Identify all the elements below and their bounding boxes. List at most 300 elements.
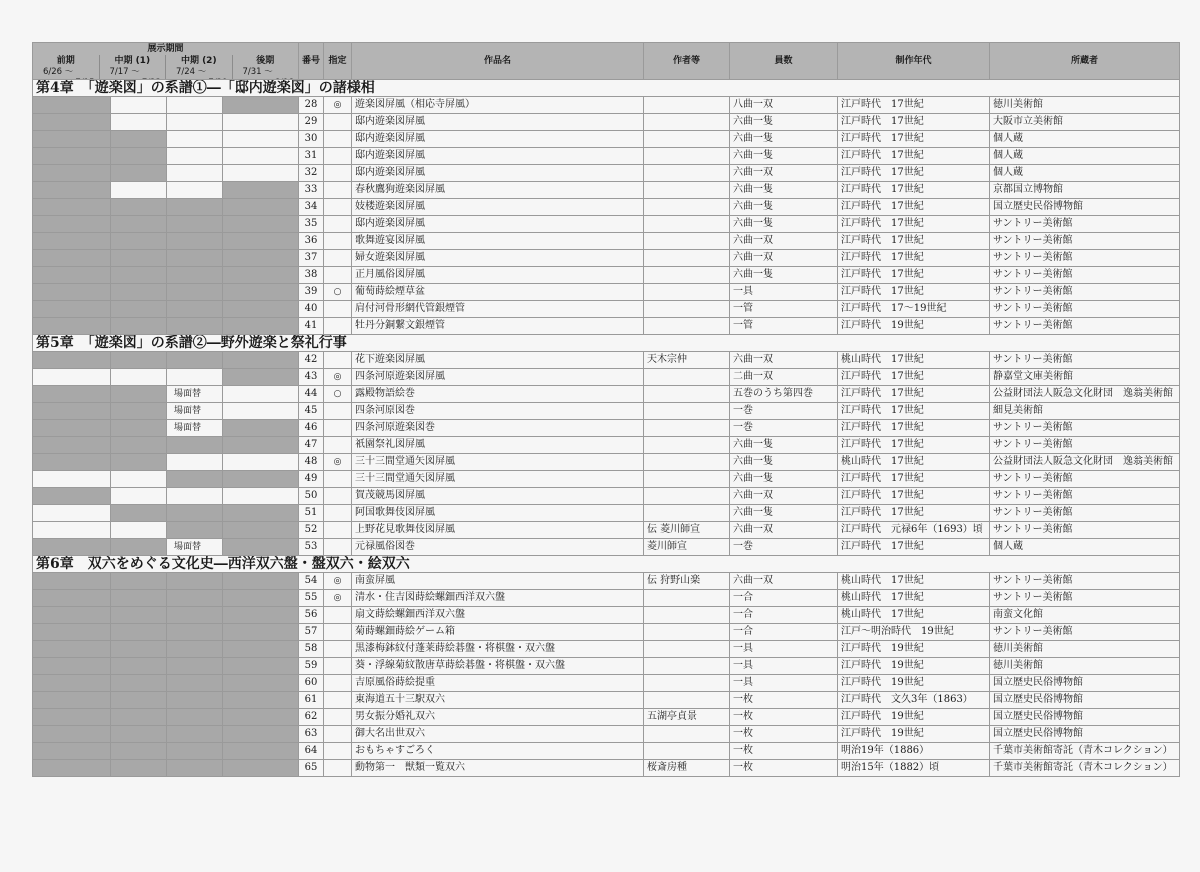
period-group-label: 展示期間	[147, 43, 184, 54]
period-cell-zenki	[33, 471, 111, 488]
chapter-heading-row	[33, 335, 1180, 352]
item-count: 六曲一隻	[730, 471, 838, 488]
designation-mark	[324, 318, 352, 335]
item-count: 一枚	[730, 760, 838, 777]
item-count: 六曲一双	[730, 573, 838, 590]
period-cell-kouki	[223, 743, 299, 760]
item-title: 邸内遊楽図屏風	[352, 165, 644, 182]
period-cell-kouki	[223, 131, 299, 148]
item-artist	[644, 505, 730, 522]
item-count: 一巻	[730, 539, 838, 556]
item-period: 明治19年（1886）	[838, 743, 990, 760]
period-cell-chuki1	[111, 216, 167, 233]
item-period: 江戸時代 文久3年（1863）	[838, 692, 990, 709]
period-cell-chuki2	[167, 641, 223, 658]
period-cell-chuki2	[167, 539, 223, 556]
item-artist	[644, 182, 730, 199]
table-row	[33, 454, 1180, 471]
period-cell-kouki	[223, 539, 299, 556]
zenki-header: 前期 6/26 〜	[33, 55, 100, 79]
chapter-heading-row	[33, 556, 1180, 573]
item-title: 四条河原遊楽図屏風	[352, 369, 644, 386]
period-cell-kouki	[223, 641, 299, 658]
period-cell-zenki	[33, 658, 111, 675]
period-cell-chuki2	[167, 505, 223, 522]
item-artist	[644, 284, 730, 301]
designation-mark	[324, 539, 352, 556]
item-artist: 桜斎房種	[644, 760, 730, 777]
item-title: 黒漆梅鉢紋付蓬莱蒔絵碁盤・将棋盤・双六盤	[352, 641, 644, 658]
item-period: 江戸時代 19世紀	[838, 641, 990, 658]
designation-mark	[324, 726, 352, 743]
period-cell-chuki2	[167, 624, 223, 641]
table-row	[33, 522, 1180, 539]
item-owner: 個人蔵	[990, 165, 1180, 182]
period-cell-chuki1	[111, 641, 167, 658]
period-cell-chuki1	[111, 709, 167, 726]
item-number: 65	[299, 760, 324, 777]
item-owner: サントリー美術館	[990, 522, 1180, 539]
owner-header: 所蔵者	[990, 43, 1180, 80]
period-cell-zenki	[33, 182, 111, 199]
item-period: 江戸時代 17世紀	[838, 97, 990, 114]
item-period: 江戸時代 17世紀	[838, 267, 990, 284]
item-owner: サントリー美術館	[990, 624, 1180, 641]
period-cell-zenki	[33, 250, 111, 267]
item-number: 45	[299, 403, 324, 420]
period-cell-chuki2	[167, 199, 223, 216]
item-owner: 個人蔵	[990, 148, 1180, 165]
item-number: 62	[299, 709, 324, 726]
item-number: 40	[299, 301, 324, 318]
period-cell-chuki2	[167, 760, 223, 777]
item-artist	[644, 318, 730, 335]
item-artist	[644, 675, 730, 692]
item-owner: サントリー美術館	[990, 284, 1180, 301]
item-title: 婦女遊楽図屏風	[352, 250, 644, 267]
designation-mark	[324, 199, 352, 216]
table-row	[33, 318, 1180, 335]
item-owner: 千葉市美術館寄託（青木コレクション）	[990, 760, 1180, 777]
period-cell-kouki	[223, 726, 299, 743]
item-title: 春秋鷹狗遊楽図屏風	[352, 182, 644, 199]
item-title: 元禄風俗図巻	[352, 539, 644, 556]
item-count: 六曲一隻	[730, 148, 838, 165]
period-cell-kouki	[223, 233, 299, 250]
item-owner: 京都国立博物館	[990, 182, 1180, 199]
item-title: 邸内遊楽図屏風	[352, 148, 644, 165]
exhibit-table	[32, 42, 1180, 777]
item-artist	[644, 301, 730, 318]
period-cell-chuki1	[111, 199, 167, 216]
designation-mark	[324, 505, 352, 522]
item-owner: 国立歴史民俗博物館	[990, 709, 1180, 726]
item-count: 六曲一双	[730, 488, 838, 505]
item-period: 江戸時代 17世紀	[838, 114, 990, 131]
period-cell-chuki1	[111, 573, 167, 590]
designation-mark	[324, 352, 352, 369]
period-cell-kouki	[223, 624, 299, 641]
table-row	[33, 420, 1180, 437]
item-number: 29	[299, 114, 324, 131]
period-cell-chuki2	[167, 437, 223, 454]
item-number: 39	[299, 284, 324, 301]
period-cell-chuki1	[111, 488, 167, 505]
period-cell-zenki	[33, 352, 111, 369]
period-cell-kouki	[223, 522, 299, 539]
period-cell-chuki1	[111, 743, 167, 760]
item-count: 一管	[730, 301, 838, 318]
item-title: 遊楽図屏風（相応寺屏風）	[352, 97, 644, 114]
period-cell-kouki	[223, 607, 299, 624]
period-cell-kouki	[223, 675, 299, 692]
period-made-header: 制作年代	[838, 43, 990, 80]
designation-mark: ◎	[324, 590, 352, 607]
table-row	[33, 250, 1180, 267]
item-artist	[644, 590, 730, 607]
period-cell-chuki1	[111, 301, 167, 318]
item-count: 一合	[730, 590, 838, 607]
period-cell-chuki1	[111, 97, 167, 114]
designation-mark	[324, 148, 352, 165]
item-owner: 公益財団法人阪急文化財団 逸翁美術館	[990, 454, 1180, 471]
period-cell-chuki2	[167, 743, 223, 760]
period-cell-chuki2	[167, 471, 223, 488]
period-cell-zenki	[33, 284, 111, 301]
period-cell-kouki	[223, 454, 299, 471]
item-owner: 徳川美術館	[990, 97, 1180, 114]
item-count: 一具	[730, 675, 838, 692]
table-row	[33, 539, 1180, 556]
chuki1-header: 中期 (1) 7/17 〜	[100, 55, 167, 79]
period-cell-zenki	[33, 301, 111, 318]
exhibit-list-sheet	[32, 42, 1179, 777]
period-cell-zenki	[33, 743, 111, 760]
table-row	[33, 386, 1180, 403]
item-artist	[644, 148, 730, 165]
item-number: 34	[299, 199, 324, 216]
period-cell-chuki2	[167, 301, 223, 318]
item-artist	[644, 369, 730, 386]
item-number: 36	[299, 233, 324, 250]
item-owner: 国立歴史民俗博物館	[990, 726, 1180, 743]
item-number: 55	[299, 590, 324, 607]
scene-change-note: 場面替	[174, 542, 202, 552]
item-count: 六曲一隻	[730, 505, 838, 522]
period-cell-kouki	[223, 250, 299, 267]
designation-mark: ○	[324, 386, 352, 403]
designation-mark	[324, 182, 352, 199]
item-artist	[644, 624, 730, 641]
period-cell-chuki2	[167, 216, 223, 233]
item-period: 江戸時代 17〜19世紀	[838, 301, 990, 318]
item-artist	[644, 454, 730, 471]
period-cell-chuki1	[111, 403, 167, 420]
table-header	[33, 43, 1180, 80]
table-row	[33, 97, 1180, 114]
period-cell-chuki1	[111, 437, 167, 454]
item-period: 江戸時代 17世紀	[838, 471, 990, 488]
item-count: 一枚	[730, 743, 838, 760]
table-row	[33, 267, 1180, 284]
period-cell-chuki2	[167, 403, 223, 420]
item-owner: サントリー美術館	[990, 301, 1180, 318]
item-count: 六曲一隻	[730, 216, 838, 233]
designation-mark	[324, 522, 352, 539]
item-owner: サントリー美術館	[990, 471, 1180, 488]
item-count: 六曲一隻	[730, 131, 838, 148]
item-period: 江戸時代 17世紀	[838, 403, 990, 420]
item-number: 61	[299, 692, 324, 709]
item-title: 邸内遊楽図屏風	[352, 216, 644, 233]
period-cell-zenki	[33, 692, 111, 709]
period-cell-zenki	[33, 403, 111, 420]
period-cell-chuki2	[167, 386, 223, 403]
item-artist	[644, 692, 730, 709]
item-owner: 南蛮文化館	[990, 607, 1180, 624]
period-cell-chuki1	[111, 539, 167, 556]
designation-mark	[324, 420, 352, 437]
period-cell-chuki2	[167, 165, 223, 182]
designation-mark	[324, 233, 352, 250]
period-cell-chuki2	[167, 114, 223, 131]
item-period: 江戸時代 19世紀	[838, 658, 990, 675]
item-number: 57	[299, 624, 324, 641]
item-artist	[644, 165, 730, 182]
period-cell-chuki1	[111, 692, 167, 709]
period-cell-chuki1	[111, 454, 167, 471]
period-cell-zenki	[33, 148, 111, 165]
table-row	[33, 182, 1180, 199]
chapter-heading: 第4章 「遊楽図」の系譜①―「邸内遊楽図」の諸様相	[33, 80, 1180, 97]
item-title: 歌舞遊宴図屏風	[352, 233, 644, 250]
item-period: 江戸時代 17世紀	[838, 437, 990, 454]
period-cell-chuki2	[167, 726, 223, 743]
kouki-header: 後期 7/31 〜	[242, 55, 275, 77]
period-cell-zenki	[33, 522, 111, 539]
item-period: 江戸〜明治時代 19世紀	[838, 624, 990, 641]
designation-mark	[324, 624, 352, 641]
period-cell-chuki1	[111, 471, 167, 488]
period-cell-kouki	[223, 284, 299, 301]
item-number: 47	[299, 437, 324, 454]
period-cell-kouki	[223, 658, 299, 675]
period-cell-chuki2	[167, 131, 223, 148]
item-count: 一合	[730, 607, 838, 624]
item-title: 三十三間堂通矢図屏風	[352, 471, 644, 488]
item-count: 六曲一双	[730, 233, 838, 250]
item-number: 58	[299, 641, 324, 658]
chapter-heading: 第6章 双六をめぐる文化史―西洋双六盤・盤双六・絵双六	[33, 556, 1180, 573]
item-period: 明治15年（1882）頃	[838, 760, 990, 777]
chapter-heading-row	[33, 80, 1180, 97]
designation-mark	[324, 267, 352, 284]
period-cell-chuki2	[167, 318, 223, 335]
item-artist	[644, 607, 730, 624]
period-cell-kouki	[223, 420, 299, 437]
item-number: 38	[299, 267, 324, 284]
chapter-heading: 第5章 「遊楽図」の系譜②―野外遊楽と祭礼行事	[33, 335, 1180, 352]
item-artist: 五湖亭貞景	[644, 709, 730, 726]
period-cell-chuki2	[167, 522, 223, 539]
item-owner: 徳川美術館	[990, 641, 1180, 658]
period-cell-kouki	[223, 369, 299, 386]
item-number: 64	[299, 743, 324, 760]
period-cell-zenki	[33, 420, 111, 437]
item-count: 六曲一隻	[730, 267, 838, 284]
period-cell-chuki1	[111, 267, 167, 284]
period-cell-zenki	[33, 641, 111, 658]
designation-mark	[324, 114, 352, 131]
table-row	[33, 301, 1180, 318]
item-title: 阿国歌舞伎図屏風	[352, 505, 644, 522]
item-period: 江戸時代 17世紀	[838, 284, 990, 301]
item-owner: 千葉市美術館寄託（青木コレクション）	[990, 743, 1180, 760]
item-artist	[644, 403, 730, 420]
period-cell-chuki2	[167, 607, 223, 624]
table-body	[33, 80, 1180, 777]
item-title: 邸内遊楽図屏風	[352, 114, 644, 131]
item-count: 六曲一隻	[730, 199, 838, 216]
period-cell-kouki	[223, 216, 299, 233]
item-count: 六曲一双	[730, 522, 838, 539]
designation-mark	[324, 131, 352, 148]
item-owner: サントリー美術館	[990, 267, 1180, 284]
period-cell-kouki	[223, 165, 299, 182]
period-cell-chuki2	[167, 573, 223, 590]
period-cell-chuki2	[167, 284, 223, 301]
item-period: 江戸時代 17世紀	[838, 420, 990, 437]
item-artist	[644, 420, 730, 437]
item-count: 六曲一隻	[730, 114, 838, 131]
item-title: 動物第一 獣類一覧双六	[352, 760, 644, 777]
item-title: 男女振分婚礼双六	[352, 709, 644, 726]
item-count: 六曲一隻	[730, 454, 838, 471]
table-row	[33, 607, 1180, 624]
table-row	[33, 692, 1180, 709]
period-cell-chuki1	[111, 590, 167, 607]
period-cell-zenki	[33, 539, 111, 556]
table-row	[33, 403, 1180, 420]
item-number: 50	[299, 488, 324, 505]
period-cell-zenki	[33, 131, 111, 148]
period-cell-kouki	[223, 471, 299, 488]
item-artist	[644, 267, 730, 284]
table-row	[33, 437, 1180, 454]
period-cell-chuki2	[167, 454, 223, 471]
table-row	[33, 743, 1180, 760]
item-owner: サントリー美術館	[990, 420, 1180, 437]
item-period: 江戸時代 17世紀	[838, 131, 990, 148]
item-number: 49	[299, 471, 324, 488]
item-title: 吉原風俗蒔絵提重	[352, 675, 644, 692]
period-cell-kouki	[223, 148, 299, 165]
item-number: 33	[299, 182, 324, 199]
item-count: 六曲一双	[730, 165, 838, 182]
item-count: 一巻	[730, 403, 838, 420]
table-row	[33, 675, 1180, 692]
period-cell-chuki1	[111, 250, 167, 267]
item-owner: 国立歴史民俗博物館	[990, 199, 1180, 216]
item-title: 御大名出世双六	[352, 726, 644, 743]
item-number: 52	[299, 522, 324, 539]
item-title: 菊蒔螺鈿蒔絵ゲーム箱	[352, 624, 644, 641]
item-title: 四条河原遊楽図巻	[352, 420, 644, 437]
period-cell-zenki	[33, 386, 111, 403]
item-number: 46	[299, 420, 324, 437]
period-cell-chuki1	[111, 284, 167, 301]
period-cell-zenki	[33, 488, 111, 505]
item-number: 51	[299, 505, 324, 522]
item-period: 江戸時代 17世紀	[838, 165, 990, 182]
table-row	[33, 233, 1180, 250]
item-owner: サントリー美術館	[990, 216, 1180, 233]
item-number: 63	[299, 726, 324, 743]
item-count: 六曲一双	[730, 352, 838, 369]
period-cell-kouki	[223, 267, 299, 284]
item-title: 上野花見歌舞伎図屏風	[352, 522, 644, 539]
item-number: 56	[299, 607, 324, 624]
table-row	[33, 114, 1180, 131]
item-artist	[644, 641, 730, 658]
period-cell-kouki	[223, 437, 299, 454]
item-count: 一合	[730, 624, 838, 641]
item-artist	[644, 131, 730, 148]
item-period: 江戸時代 17世紀	[838, 386, 990, 403]
period-cell-zenki	[33, 505, 111, 522]
period-cell-chuki1	[111, 352, 167, 369]
designation-mark: ◎	[324, 97, 352, 114]
item-number: 28	[299, 97, 324, 114]
period-cell-chuki1	[111, 624, 167, 641]
table-row	[33, 471, 1180, 488]
item-period: 桃山時代 17世紀	[838, 607, 990, 624]
item-title: 扇文蒔絵螺鈿西洋双六盤	[352, 607, 644, 624]
item-number: 32	[299, 165, 324, 182]
period-cell-kouki	[223, 505, 299, 522]
designation-mark	[324, 760, 352, 777]
period-cell-chuki2	[167, 267, 223, 284]
table-row	[33, 505, 1180, 522]
item-owner: サントリー美術館	[990, 318, 1180, 335]
period-cell-zenki	[33, 760, 111, 777]
designation-mark	[324, 437, 352, 454]
item-artist: 伝 菱川師宣	[644, 522, 730, 539]
designation-mark	[324, 488, 352, 505]
item-count: 一管	[730, 318, 838, 335]
item-owner: 徳川美術館	[990, 658, 1180, 675]
period-cell-zenki	[33, 267, 111, 284]
designation-mark	[324, 403, 352, 420]
period-cell-chuki1	[111, 148, 167, 165]
designation-mark	[324, 675, 352, 692]
period-cell-zenki	[33, 114, 111, 131]
period-cell-zenki	[33, 709, 111, 726]
period-cell-zenki	[33, 216, 111, 233]
item-period: 江戸時代 17世紀	[838, 216, 990, 233]
item-number: 31	[299, 148, 324, 165]
item-number: 41	[299, 318, 324, 335]
designation-mark	[324, 709, 352, 726]
period-cell-chuki1	[111, 318, 167, 335]
item-number: 53	[299, 539, 324, 556]
period-cell-chuki1	[111, 760, 167, 777]
period-cell-zenki	[33, 726, 111, 743]
table-row	[33, 624, 1180, 641]
item-artist	[644, 743, 730, 760]
count-header: 員数	[730, 43, 838, 80]
item-number: 48	[299, 454, 324, 471]
